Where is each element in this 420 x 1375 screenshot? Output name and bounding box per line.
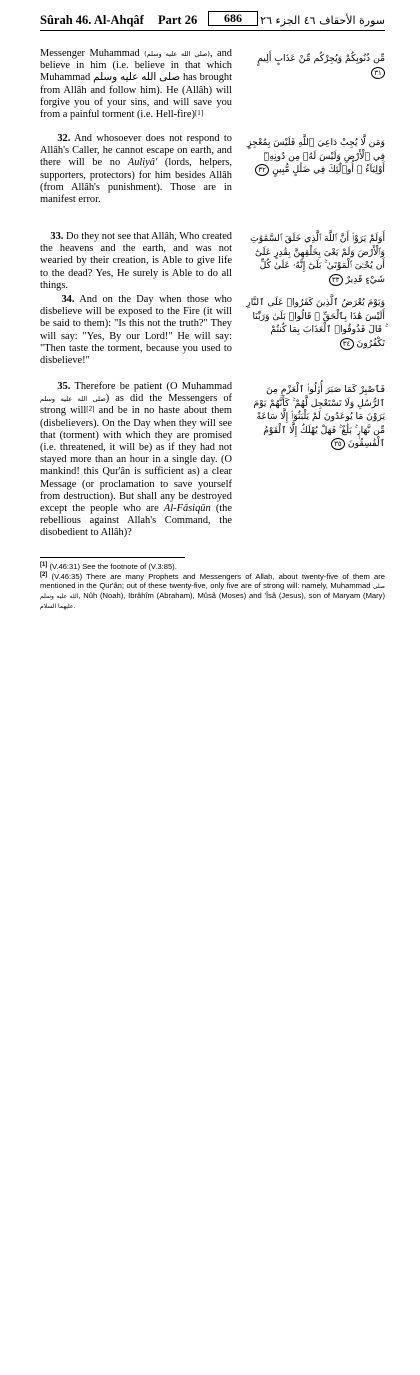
verse-34-arabic: وَيَوْمَ يُعْرَضُ ٱلَّذِينَ كَفَرُوا۟ عَلَى ٱلنَّارِ أَلَيْسَ هَٰذَا بِٱلْحَقِّ ۖ قَالُوا۟ بَلَىٰ وَرَبِّنَا ۚ قَالَ فَذُوقُوا۟ ٱلْعَذَابَ بِمَا كُنتُمْ تَكْفُرُونَ ٣٤ xyxy=(246,297,385,349)
verse-34-english: 34. And on the Day when those who disbelieve will be exposed to the Fire (it will be said to them): "Is this not the truth?" They will say: "Yes, By our Lord!" He will say: "Then taste the torment, because you used to disbelieve!" xyxy=(40,294,233,367)
footnotes xyxy=(40,562,385,612)
page-header xyxy=(40,12,385,30)
header-rule xyxy=(40,30,385,31)
verse-number: 34. xyxy=(61,294,75,305)
ayah-number-marker: ٣٣ xyxy=(329,274,343,286)
verse-33-arabic: أَوَلَمْ يَرَوْا۟ أَنَّ ٱللَّهَ ٱلَّذِي خَلَقَ ٱلسَّمَٰوَٰتِ وَٱلْأَرْضَ وَلَمْ يَعْىَ بِخَلْقِهِنَّ بِقَٰدِرٍ عَلَىٰٓ أَن يُحْـِۧىَ ٱلْمَوْتَىٰ ۚ بَلَىٰٓ إِنَّهُۥ عَلَىٰ كُلِّ شَيْءٍ قَدِيرٌ ٣٣ xyxy=(250,233,385,285)
page-number: 686 xyxy=(208,11,258,26)
honorific: صلى الله عليه وسلم xyxy=(40,395,106,404)
ayah-number-marker: ٣٢ xyxy=(255,164,269,176)
footnote-2: [2] (V.46:35) There are many Prophets and Messengers of Allah, about twenty-five of them are mentioned in the Qur'ân; out of these twenty-five, only five are of strong will: namely, Muhammad صلى الله عليه وسلم, Nûh (Noah), Ibrâhîm (Abraham), Mûsâ (Moses) and 'Îsâ (Jesus), son of Maryam (Mary) عليهما السلام. xyxy=(40,572,385,610)
verse-31-english: Messenger Muhammad (صلى الله عليه وسلم), and believe in him (i.e. believe in that which Muhammad صلى الله عليه وسلم has brought from Allâh and follow him). He (Allâh) will forgive you of your sins, and will save you from a painful torment (i.e. Hell-fire)[1] xyxy=(40,48,233,121)
ayah-number-marker: ٣٤ xyxy=(340,338,354,350)
verse-31-arabic: مِّن ذُنُوبِكُمْ وَيُجِرْكُم مِّنْ عَذَابٍ أَلِيمٍ ٣١ xyxy=(257,53,385,77)
surah-title: Sûrah 46. Al-Ahqâf xyxy=(40,13,144,27)
footnote-ref-1[interactable]: [1] xyxy=(194,109,204,118)
verse-35-english: 35. Therefore be patient (O Muhammad صلى الله عليه وسلم) as did the Messengers of strong will[2] and be in no haste about them (disbelievers). On the Day when they will see that (torment) with which they are promised (i.e. threatened, it will be) as if they had not stayed more than an hour in a single day. (O mankind! this Qur'ân is sufficient as) a clear Message (or proclamation to save yourself from destruction). But shall any be destroyed except the people who are Al-Fâsiqûn (the rebellious against Allah's Command, the disobedient to Allâh)? xyxy=(40,381,233,539)
verse-32-arabic: وَمَن لَّا يُجِبْ دَاعِيَ ٱللَّهِ فَلَيْسَ بِمُعْجِزٍ فِي ٱلْأَرْضِ وَلَيْسَ لَهُۥ مِن دُونِهِۦٓ أَوْلِيَآءُ ۚ أُو۟لَٰٓئِكَ فِي ضَلَٰلٍ مُّبِينٍ ٣٢ xyxy=(247,137,385,175)
verse-32-english: 32. And whosoever does not respond to Allâh's Caller, he cannot escape on earth, and there will be no Auliyâ' (lords, helpers, supporters, protectors) for him besides Allâh (from Allâh's punishment). Those are in manifest error. xyxy=(40,133,232,206)
ayah-number-marker: ٣٥ xyxy=(331,438,345,450)
footnote-rule xyxy=(40,557,185,558)
verse-number: 33. xyxy=(50,231,64,242)
honorific: صلى الله عليه وسلم xyxy=(40,583,385,600)
footnote-1: [1] (V.46:31) See the footnote of (V.3:85). xyxy=(40,562,177,571)
arabic-header-title: سورة الأحقاف ٤٦ الجزء ٢٦ xyxy=(260,14,385,27)
verse-33-english: 33. Do they not see that Allâh, Who created the heavens and the earth, and was not wearied by their creation, is Able to give life to the dead? Yes, He surely is Able to do all things. xyxy=(40,231,233,291)
verse-number: 32. xyxy=(57,133,71,144)
ayah-number-marker: ٣١ xyxy=(371,67,385,79)
honorific: عليهما السلام xyxy=(40,603,74,610)
verse-35-arabic: فَٱصْبِرْ كَمَا صَبَرَ أُو۟لُوا۟ ٱلْعَزْمِ مِنَ ٱلرُّسُلِ وَلَا تَسْتَعْجِل لَّهُمْ ۚ كَأَنَّهُمْ يَوْمَ يَرَوْنَ مَا يُوعَدُونَ لَمْ يَلْبَثُوٓا۟ إِلَّا سَاعَةً مِّن نَّهَارٍۭ ۚ بَلَٰغٌ ۚ فَهَلْ يُهْلَكُ إِلَّا ٱلْقَوْمُ ٱلْفَٰسِقُونَ ٣٥ xyxy=(253,384,385,449)
part-label: Part 26 xyxy=(158,13,198,27)
verse-number: 35. xyxy=(57,381,71,392)
honorific: (صلى الله عليه وسلم) xyxy=(144,50,210,58)
footnote-ref-2[interactable]: [2] xyxy=(86,405,95,414)
